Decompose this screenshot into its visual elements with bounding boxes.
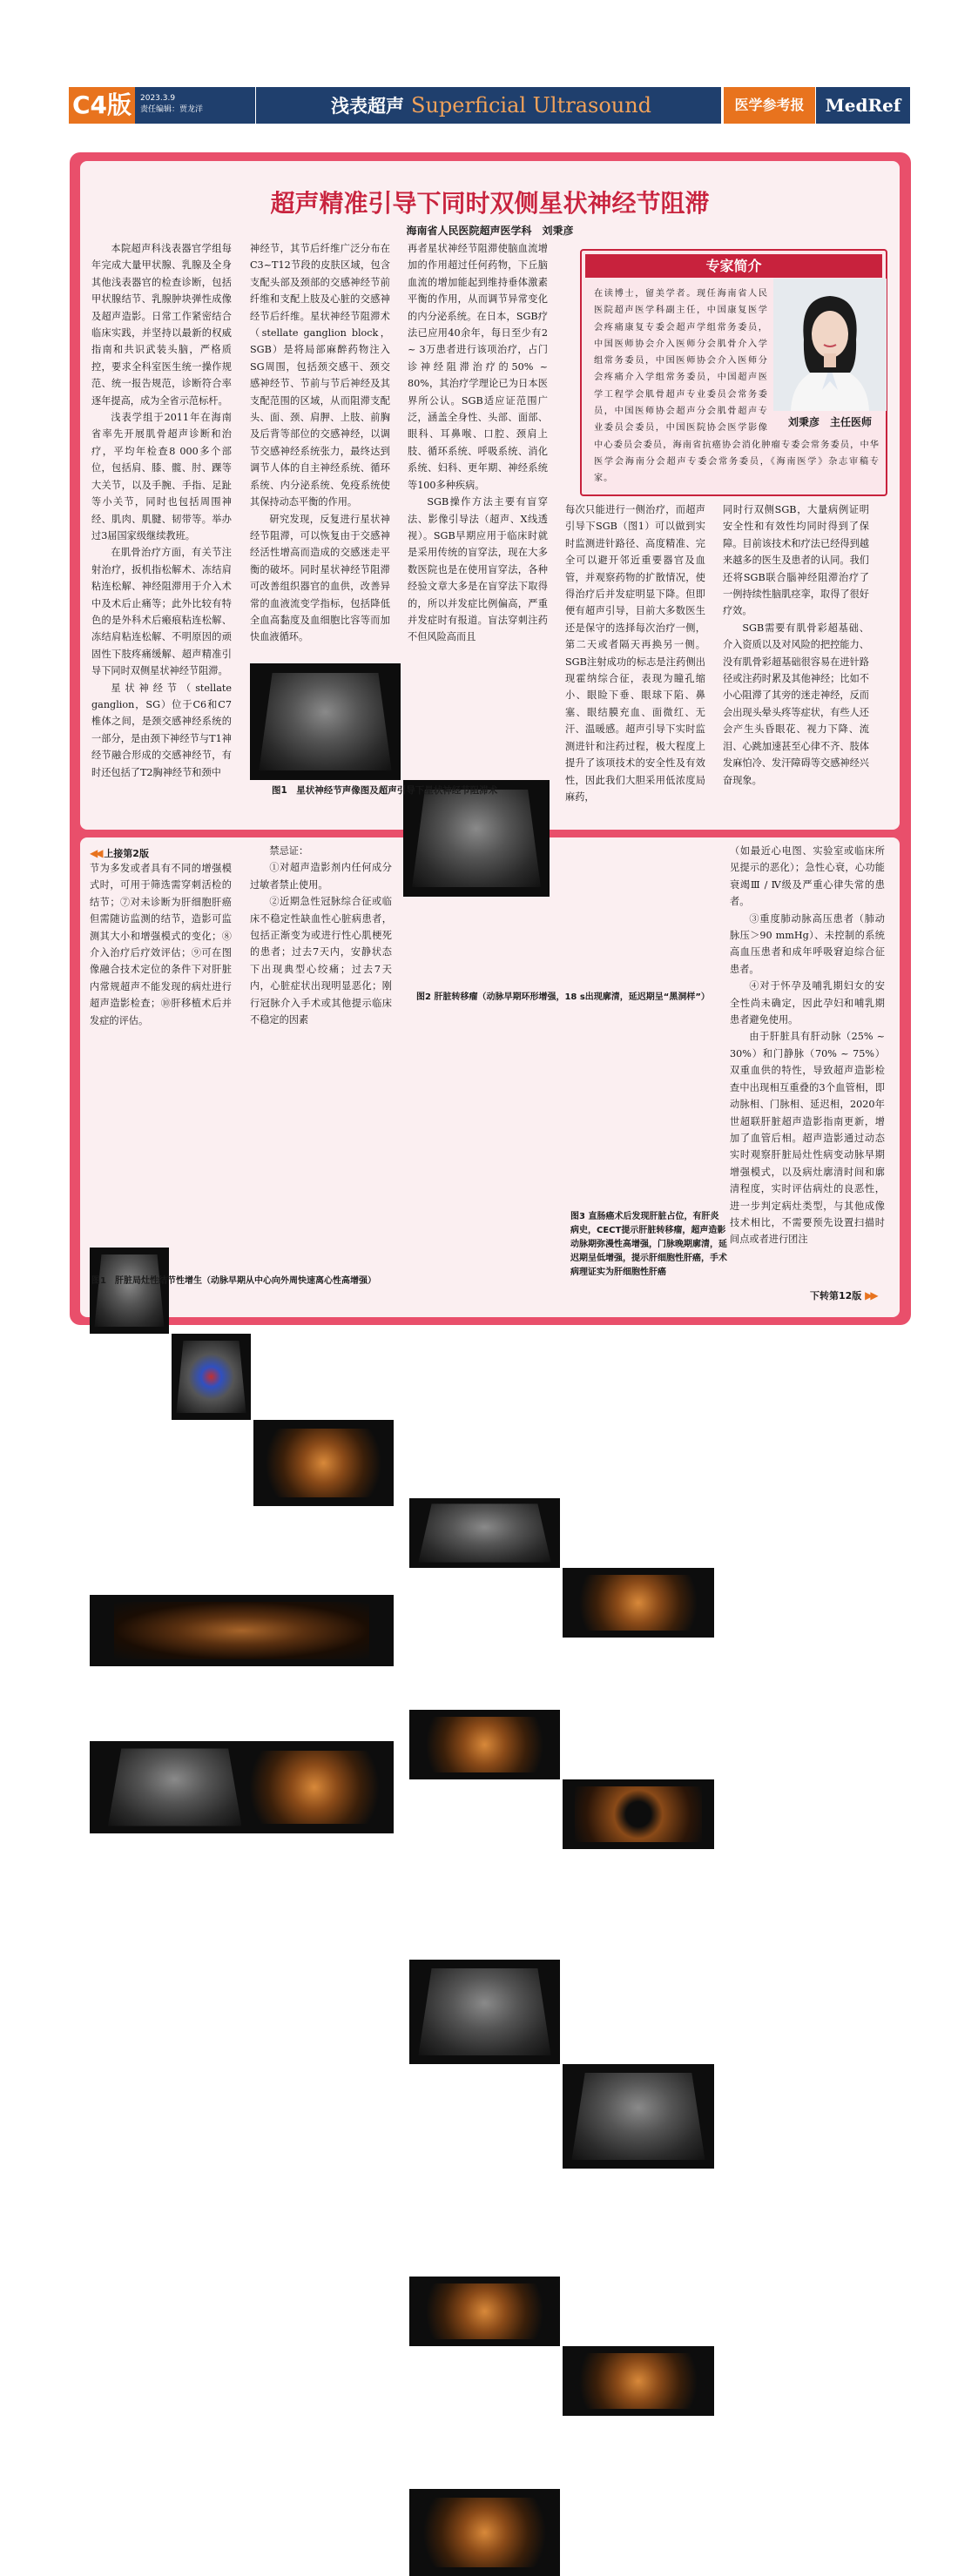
double-arrow-right-icon: ▶▶ (865, 1289, 876, 1301)
figure-caption: 图3 直肠癌术后发现肝脏占位，有肝炎病史，CECT提示肝脏转移瘤，超声造影动脉期弥漫性高增强，门脉晚期廓清，延迟期呈低增强，提示肝细胞性肝癌，手术病理证实为肝细胞性肝癌 (570, 1212, 727, 1277)
contrast-image (563, 1568, 714, 1638)
article-author: 海南省人民医院超声医学科 刘秉彦 (406, 225, 574, 237)
paragraph: 由于肝脏具有肝动脉（25% ~ 30%）和门静脉（70% ~ 75%）双重血供的特性，导致超声造影检查中出现相互重叠的3个血管相，即动脉相、门脉相、延迟相，2020年世超联肝脏超声造影指南更新，增加了血管后相。超声造影通过动态实时观察肝脏局灶性病变动脉早期增强模式，以及病灶廓清时间和廓清程度，实时评估病灶的良恶性，进一步判定病灶类型，与其他成像技术相比，不需要预先设置扫描时间点或者进行团注 (730, 1031, 885, 1246)
article-column-3 (408, 240, 548, 658)
expert-photo (773, 279, 887, 411)
article-column-2 (250, 240, 390, 658)
paragraph: ④对于怀孕及哺乳期妇女的安全性尚未确定，因此孕妇和哺乳期患者避免使用。 (730, 980, 885, 1026)
contrast-image (409, 2489, 560, 2576)
ultrasound-image (90, 1248, 169, 1334)
ultrasound-image (409, 1498, 560, 1568)
continued-column-c (730, 843, 885, 1282)
paragraph: 同时行双侧SGB，大量病例证明安全性和有效性均同时得到了保障。目前该技术和疗法已经得到越来越多的医生及患者的认同。我们还将SGB联合腦神经阻滞治疗了一例持续性脑肌痉挛，取得了很好疗效。 (723, 504, 869, 617)
paragraph: 研究发现，反复进行星状神经节阻滞，可以恢复由于交感神经活性增高而造成的交感迷走平衡的破坏。同时星状神经节阻滞可改善组织器官的血供，改善异常的血液流变学指标，包括降低全血高黏度及血细胞比容等而加快血液循环。 (250, 513, 390, 643)
expert-bio-area (594, 286, 880, 488)
doppler-image (563, 2064, 714, 2169)
figure-caption: 图1 肝脏局灶性结节性增生（动脉早期从中心向外周快速离心性高增强） (91, 1276, 376, 1286)
paragraph: 再者星状神经节阻滞使脑血流增加的作用超过任何药物，下丘脑血流的增加能起到维持垂体激素平衡的作用，从而调节异常变化的内分泌系统。在日本，SGB疗法已应用40余年，每日至少有2 ~ 3万患者进行该项治疗，占门诊神经阻滞治疗的50% ~ 80%，其治疗学理论已为日本医界所公认。SGB适应证范围广泛，涵盖全身性、头部、面部、眼科、耳鼻喉、口腔、颈肩上肢、循环系统、呼吸系统、消化系统、妇科、更年期、神经系统等100多种疾病。 (408, 243, 548, 491)
ultrasound-image-sg-right (403, 780, 550, 897)
issue-meta (135, 87, 255, 124)
contrast-image (253, 1420, 394, 1506)
article-column-5 (723, 501, 869, 799)
paragraph: ③重度肺动脉高压患者（肺动脉压＞90 mmHg）、未控制的系统高血压患者和成年呼吸窘迫综合征患者。 (730, 912, 885, 975)
ultrasound-image (409, 1960, 560, 2064)
paragraph: 本院超声科浅表器官学组每年完成大量甲状腺、乳腺及全身其他浅表器官的检查诊断，包括甲状腺结节、乳腺肿块弹性成像及超声造影。日常工作紧密结合临床实践，并坚持以最新的权威指南和共识武装头脑，严格质控，要求全科室医生统一操作规范、统一报告规范，诊断符合率逐年提高，成为全省示范标杆。 (91, 243, 232, 407)
paragraph: SGB需要有肌骨彩超基础、介入资质以及对风险的把控能力、没有肌骨彩超基础很容易在进针路径或注药时累及其他神经；比如不小心阻滞了其旁的迷走神经，反而会出现头晕头疼等症状，有些人还会产生头昏眼花、视力下降、流泪、心跳加速甚至心律不齐、肢体发麻怕冷、发汗障碍等交感神经兴奋现象。 (723, 622, 869, 786)
issue-date: 2023.3.9 (140, 94, 176, 103)
contrast-image (563, 2346, 714, 2416)
expert-profile-box (580, 249, 887, 496)
contrast-image-wide (90, 1595, 394, 1666)
paragraph: 节为多发或者具有不同的增强模式时，可用于筛选需穿刺活检的结节；⑦对未诊断为肝细胞肝癌但需随访监测的结节，造影可监测其大小和增强模式的变化；⑧介入治疗后疗效评估；⑨可在图像融合技术定位的条件下对肝脏内常规超声不能发现的病灶进行超声造影检查；⑩肝移植术后并发症的评估。 (90, 863, 232, 1026)
edition-label: C4版 (69, 87, 135, 124)
contrast-image (409, 1710, 560, 1779)
continued-from-label: ◀◀ 上接第2版 (90, 847, 149, 859)
expert-heading: 专家简介 (585, 254, 882, 278)
paragraph: 在肌骨治疗方面，有关节注射治疗，扳机指松解术、冻结肩粘连松解、神经阻滞用于介入术中及术后止痛等；此外比较有特色的是外科术后瘢痕粘连松解、冻结肩粘连松解、不明原因的顽固性下肢疼痛缓解、超声精准引导下同时双侧星状神经节阻滞。 (91, 547, 232, 677)
expert-name: 刘秉彦 主任医师 (787, 416, 872, 428)
doppler-image (172, 1334, 251, 1420)
section-title-cn: 浅表超声 (331, 96, 404, 117)
article-column-1 (91, 240, 232, 810)
issue-editor: 责任编辑：贾龙洋 (140, 105, 204, 114)
continued-column-b (250, 843, 392, 1026)
paragraph: 禁忌证： (269, 845, 309, 857)
contrast-image (563, 1779, 714, 1849)
continued-column-a (90, 860, 232, 1026)
section-title (256, 87, 721, 124)
continued-to-label: 下转第12版 ▶▶ (810, 1289, 876, 1301)
contrast-image-pair (90, 1741, 394, 1833)
double-arrow-left-icon: ◀◀ (90, 847, 101, 859)
ultrasound-image-sg-left (250, 663, 401, 780)
contrast-image (409, 2277, 560, 2346)
figure-caption: 图2 肝脏转移瘤（动脉早期环形增强，18 s出现廓清，延迟期呈“黑洞样”） (416, 992, 710, 1002)
paragraph: 神经节，其节后纤维广泛分布在C3~T12节段的皮肤区域，包含支配头部及颈部的交感神经节前纤维和支配上肢及心脏的交感神经节后纤维。星状神经节阻滞术（stellate ganglion block，SGB）是将局部麻醉药物注入SG周围，包括颈交感干、颈交感神经节、节前与节后神经及其支配范围的区域，从而阻滞支配头、面、颈、肩胛、上肢、前胸及后背等部位的交感神经，以调节交感神经系统张力，最终达到调节人体的自主神经系统、循环系统、内分泌系统、免疫系统使其保持动态平衡的作用。 (250, 243, 390, 508)
section-title-en: Superficial Ultrasound (411, 93, 652, 118)
paragraph: ②近期急性冠脉综合征或临床不稳定性缺血性心脏病患者，包括正渐变为或进行性心肌梗死的患者；过去7天内，安静状态下出现典型心绞痛；过去7天内，心脏症状出现明显恶化；刚行冠脉介入手术或其他提示临床不稳定的因素 (250, 896, 392, 1026)
paragraph: SGB操作方法主要有盲穿法、影像引导法（超声、X线透视）。SGB早期应用于临床时就是采用传统的盲穿法，现在大多数医院也是在使用盲穿法，各种经验文章大多是在盲穿法下取得的，所以并发症比例偏高，严重并发症时有报道。盲法穿刺注药不但风险高而且 (408, 496, 548, 643)
brand-name-cn: 医学参考报 (724, 87, 815, 124)
figure-caption: 图1 星状神经节声像图及超声引导下星状神经节阻滞术 (272, 785, 498, 796)
paragraph: ①对超声造影剂内任何成分过敏者禁止使用。 (250, 862, 392, 891)
article-title: 超声精准引导下同时双侧星状神经节阻滞 (270, 189, 710, 218)
paragraph: 星状神经节（stellate ganglion，SG）位于C6和C7椎体之间，是颈交感神经系统的一部分，是由颈下神经节与T1神经节融合形成的交感神经节，有时还包括了T2胸神经节和颈中 (91, 682, 232, 778)
article-column-4 (565, 501, 705, 803)
paragraph: 每次只能进行一侧治疗，而超声引导下SGB（图1）可以做到实时监测进针路径、高度精准、完全可以避开邻近重要器官及血管，并观察药物的扩散情况，使得治疗后并发症明显下降。但即便有超声引导，目前大多数医生还是保守的选择每次治疗一侧，第二天或者隔天再换另一侧。SGB注射成功的标志是注药侧出现霍纳综合征，表现为瞳孔缩小、眼睑下垂、眼球下陷、鼻塞、眼结膜充血、面微红、无汗、温暖感。超声引导下实时监测进针和注药过程，极大程度上提升了该项技术的安全性及有效性，因此我们大胆采用低浓度局麻药， (565, 504, 705, 803)
brand-name-en: MedRef (816, 87, 910, 124)
expert-bio: 在读博士，留美学者。现任海南省人民医院超声医学科副主任，中国康复医学会疼痛康复专委会超声学组常务委员，中国医师协会介入医师分会肌骨介入学组常务委员，中国医师协会介入医师分会疼痛介入学组常务委员，中国超声医学工程学会肌骨超声专业委员会常务委员，中国医师协会超声分会肌骨超声专业委员会委员，中国医院协会医学影像中心委员会委员，海南省抗癌协会消化肿瘤专委会常务委员，中华医学会海南分会超声专委会常务委员，《海南医学》杂志审稿专家。 (594, 289, 880, 484)
paragraph: 浅表学组于2011年在海南省率先开展肌骨超声诊断和治疗，平均年检查8 000多个部位，包括肩、膝、髋、肘、踝等大关节，以及手腕、手指、足趾等小关节，同时也包括周围神经、肌肉、肌腱、韧带等。举办过3届国家级继续教班。 (91, 412, 232, 541)
paragraph: （如最近心电图、实验室或临床所见提示的恶化）；急性心衰，心功能衰竭Ⅲ / Ⅳ级及严重心律失常的患者。 (730, 845, 885, 908)
